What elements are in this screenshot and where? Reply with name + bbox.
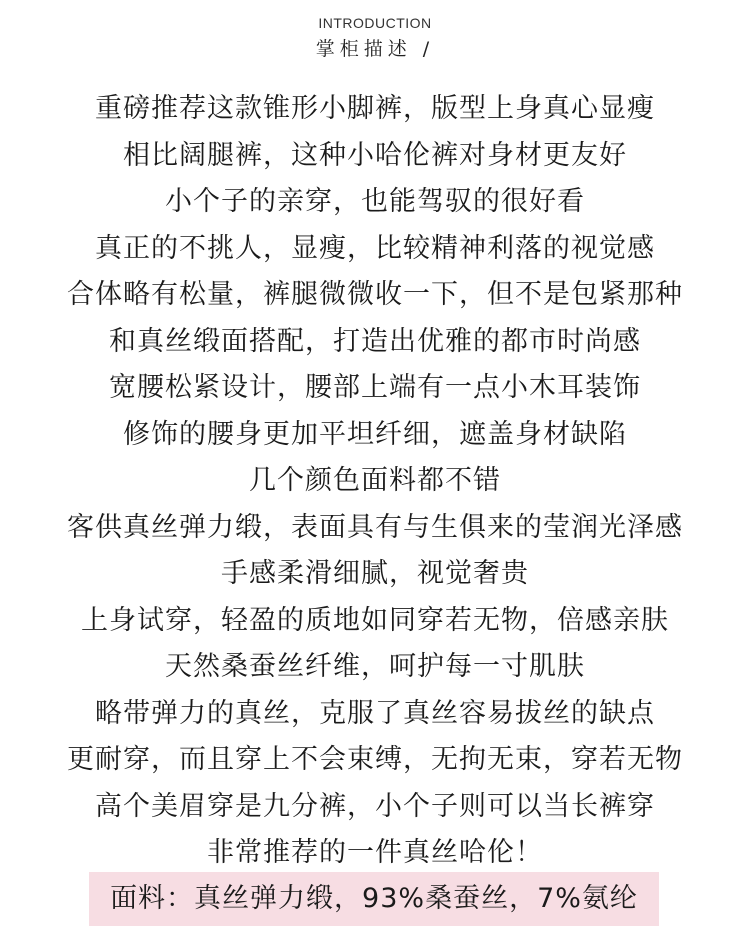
- description-line: 小个子的亲穿，也能驾驭的很好看: [165, 186, 585, 217]
- intro-label: INTRODUCTION: [318, 15, 432, 31]
- description-line: 高个美眉穿是九分裤，小个子则可以当长裤穿: [95, 790, 655, 822]
- description-body: [0, 86, 750, 877]
- description-line: 重磅推荐这款锥形小脚裤，版型上身真心显瘦: [95, 93, 655, 124]
- description-line: 真正的不挑人，显瘦，比较精神利落的视觉感: [95, 232, 655, 264]
- description-line: 宽腰松紧设计，腰部上端有一点小木耳装饰: [109, 372, 641, 403]
- description-line: 天然桑蚕丝纤维，呵护每一寸肌肤: [165, 651, 585, 682]
- description-line: 更耐穿，而且穿上不会束缚，无拘无束，穿若无物: [67, 744, 683, 775]
- description-line: 相比阔腿裤，这种小哈伦裤对身材更友好: [123, 139, 627, 171]
- description-line: 修饰的腰身更加平坦纤细，遮盖身材缺陷: [123, 418, 627, 450]
- description-line: 上身试穿，轻盈的质地如同穿若无物，倍感亲肤: [81, 604, 669, 636]
- header: [0, 14, 750, 62]
- description-line: 略带弹力的真丝，克服了真丝容易拔丝的缺点: [95, 697, 655, 729]
- description-line: 客供真丝弹力缎，表面具有与生俱来的莹润光泽感: [67, 511, 683, 543]
- description-line: 手感柔滑细腻，视觉奢贵: [221, 558, 529, 589]
- description-line: 几个颜色面料都不错: [249, 465, 501, 496]
- description-line: 和真丝缎面搭配，打造出优雅的都市时尚感: [109, 325, 641, 357]
- fabric-info-text: 面料：真丝弹力缎，93%桑蚕丝，7%氨纶: [110, 883, 638, 914]
- description-line: 非常推荐的一件真丝哈伦！: [207, 837, 543, 868]
- section-title: 掌柜描述 /: [315, 38, 435, 60]
- fabric-info-bar: [89, 872, 659, 926]
- description-line: 合体略有松量，裤腿微微收一下，但不是包紧那种: [67, 279, 683, 310]
